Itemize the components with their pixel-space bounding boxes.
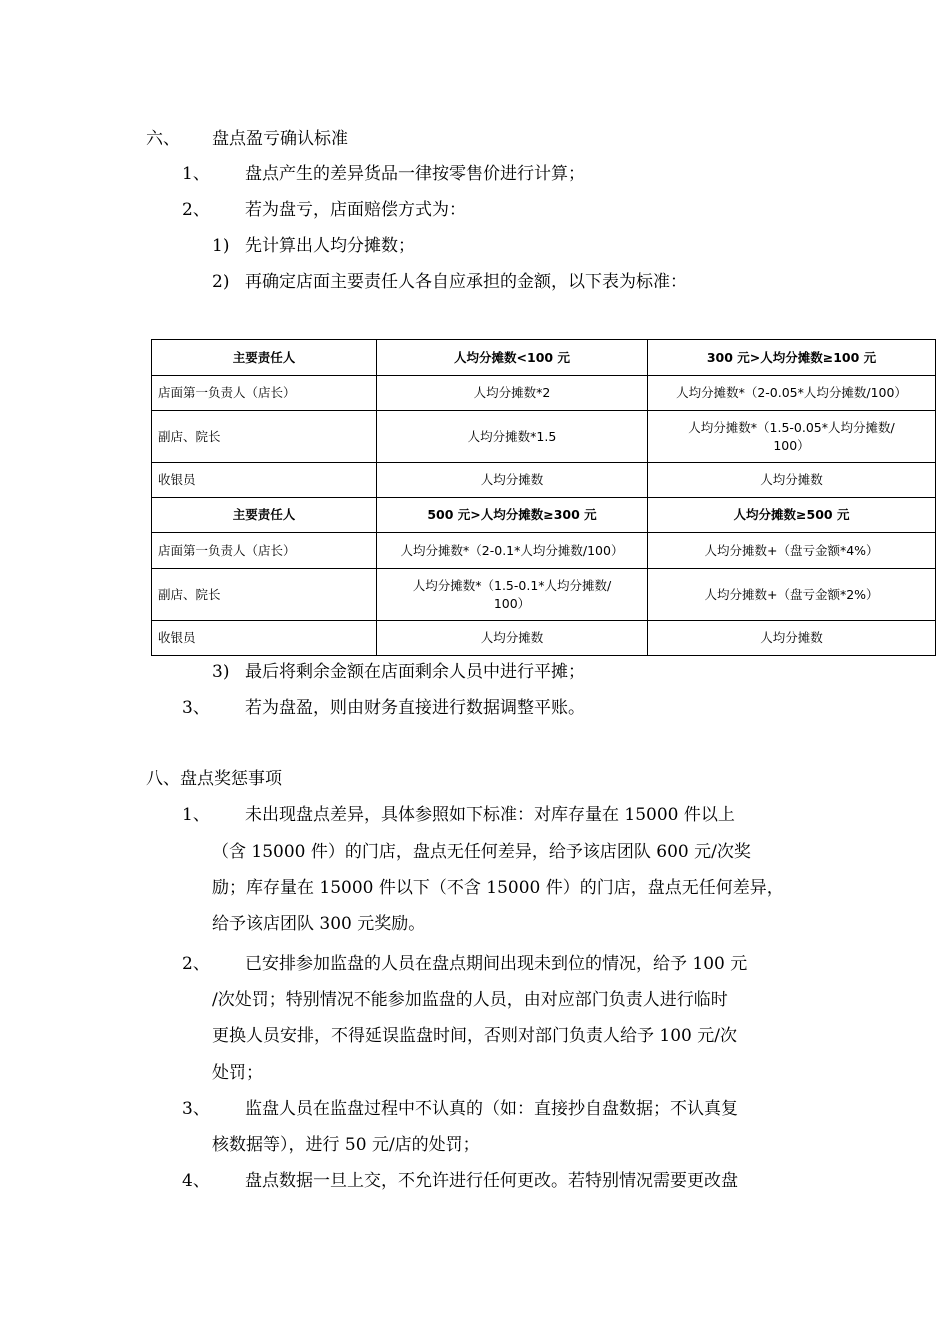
sublist-number: 1): [212, 236, 230, 256]
list-number: 3、: [182, 1099, 210, 1119]
table-cell: 人均分摊数*1.5: [377, 411, 648, 463]
table-cell: 副店、院长: [152, 411, 377, 463]
table-cell-line: 100）: [493, 595, 531, 611]
table-cell: 人均分摊数*（2-0.1*人均分摊数/100）: [377, 533, 648, 569]
list-number: 4、: [182, 1171, 210, 1191]
table-cell-line: 100）: [773, 437, 810, 453]
table-row: [152, 411, 936, 463]
list-item-line: 励；库存量在 15000 件以下（不含 15000 件）的门店，盘点无任何差异，: [212, 878, 784, 898]
table-cell: 人均分摊数: [377, 621, 648, 656]
table-cell: 副店、院长: [152, 569, 377, 621]
list-item-text: 若为盘亏，店面赔偿方式为：: [245, 200, 466, 220]
list-item-line: 已安排参加监盘的人员在盘点期间出现未到位的情况，给予 100 元: [245, 954, 748, 974]
sublist-item-text: 最后将剩余金额在店面剩余人员中进行平摊；: [245, 662, 585, 682]
table-cell-line: 人均分摊数*（1.5-0.1*人均分摊数/: [412, 577, 612, 593]
table-header-cell: 人均分摊数<100 元: [377, 340, 648, 376]
table-row: [152, 376, 936, 411]
section-title: 盘点盈亏确认标准: [212, 129, 348, 149]
section-title: 八、盘点奖惩事项: [146, 769, 282, 789]
table-cell: 人均分摊数: [377, 463, 648, 498]
list-item-line: 未出现盘点差异，具体参照如下标准：对库存量在 15000 件以上: [245, 805, 735, 825]
list-item-text: 若为盘盈，则由财务直接进行数据调整平账。: [245, 698, 585, 718]
sublist-item-text: 先计算出人均分摊数；: [245, 236, 415, 256]
list-item-text: 盘点产生的差异货品一律按零售价进行计算；: [245, 164, 585, 184]
table-header-cell: 300 元>人均分摊数≥100 元: [648, 340, 936, 376]
table-cell: 店面第一负责人（店长）: [152, 533, 377, 569]
table-row: [152, 533, 936, 569]
table-cell: 人均分摊数+（盘亏金额*2%）: [648, 569, 936, 621]
table-header-cell: 500 元>人均分摊数≥300 元: [377, 498, 648, 533]
table-cell-line: 人均分摊数*（1.5-0.05*人均分摊数/: [688, 419, 895, 435]
table-row: [152, 569, 936, 621]
list-item-line: 给予该店团队 300 元奖励。: [212, 914, 426, 934]
table-header-row: [152, 498, 936, 533]
list-item-line: 核数据等），进行 50 元/店的处罚；: [212, 1135, 480, 1155]
table-cell: 收银员: [152, 463, 377, 498]
list-number: 2、: [182, 200, 210, 220]
sublist-number: 3): [212, 662, 230, 682]
sublist-number: 2): [212, 272, 230, 292]
table-header-cell: 主要责任人: [152, 498, 377, 533]
table-cell: 人均分摊数: [648, 463, 936, 498]
table-cell: 人均分摊数+（盘亏金额*4%）: [648, 533, 936, 569]
list-item-line: /次处罚；特别情况不能参加监盘的人员，由对应部门负责人进行临时: [212, 990, 728, 1010]
list-item-line: 盘点数据一旦上交，不允许进行任何更改。若特别情况需要更改盘: [245, 1171, 738, 1191]
table-cell: 人均分摊数*（2-0.05*人均分摊数/100）: [648, 376, 936, 411]
table-row: [152, 621, 936, 656]
list-item-line: 更换人员安排，不得延误监盘时间，否则对部门负责人给予 100 元/次: [212, 1026, 737, 1046]
list-number: 1、: [182, 164, 210, 184]
table-cell: [648, 411, 936, 463]
list-item-line: 监盘人员在监盘过程中不认真的（如：直接抄自盘数据；不认真复: [245, 1099, 738, 1119]
list-number: 2、: [182, 954, 210, 974]
table-header-row: [152, 340, 936, 376]
table-header-cell: 主要责任人: [152, 340, 377, 376]
list-number: 3、: [182, 698, 210, 718]
table-cell: 店面第一负责人（店长）: [152, 376, 377, 411]
table-cell: 人均分摊数*2: [377, 376, 648, 411]
table-row: [152, 463, 936, 498]
table-header-cell: 人均分摊数≥500 元: [648, 498, 936, 533]
compensation-table: [151, 339, 936, 656]
list-item-line: 处罚；: [212, 1063, 263, 1083]
table-cell: 人均分摊数: [648, 621, 936, 656]
table-cell: 收银员: [152, 621, 377, 656]
list-item-line: （含 15000 件）的门店，盘点无任何差异，给予该店团队 600 元/次奖: [212, 842, 751, 862]
sublist-item-text: 再确定店面主要责任人各自应承担的金额，以下表为标准：: [245, 272, 687, 292]
section-marker: 六、: [146, 129, 180, 149]
table-cell: [377, 569, 648, 621]
list-number: 1、: [182, 805, 210, 825]
